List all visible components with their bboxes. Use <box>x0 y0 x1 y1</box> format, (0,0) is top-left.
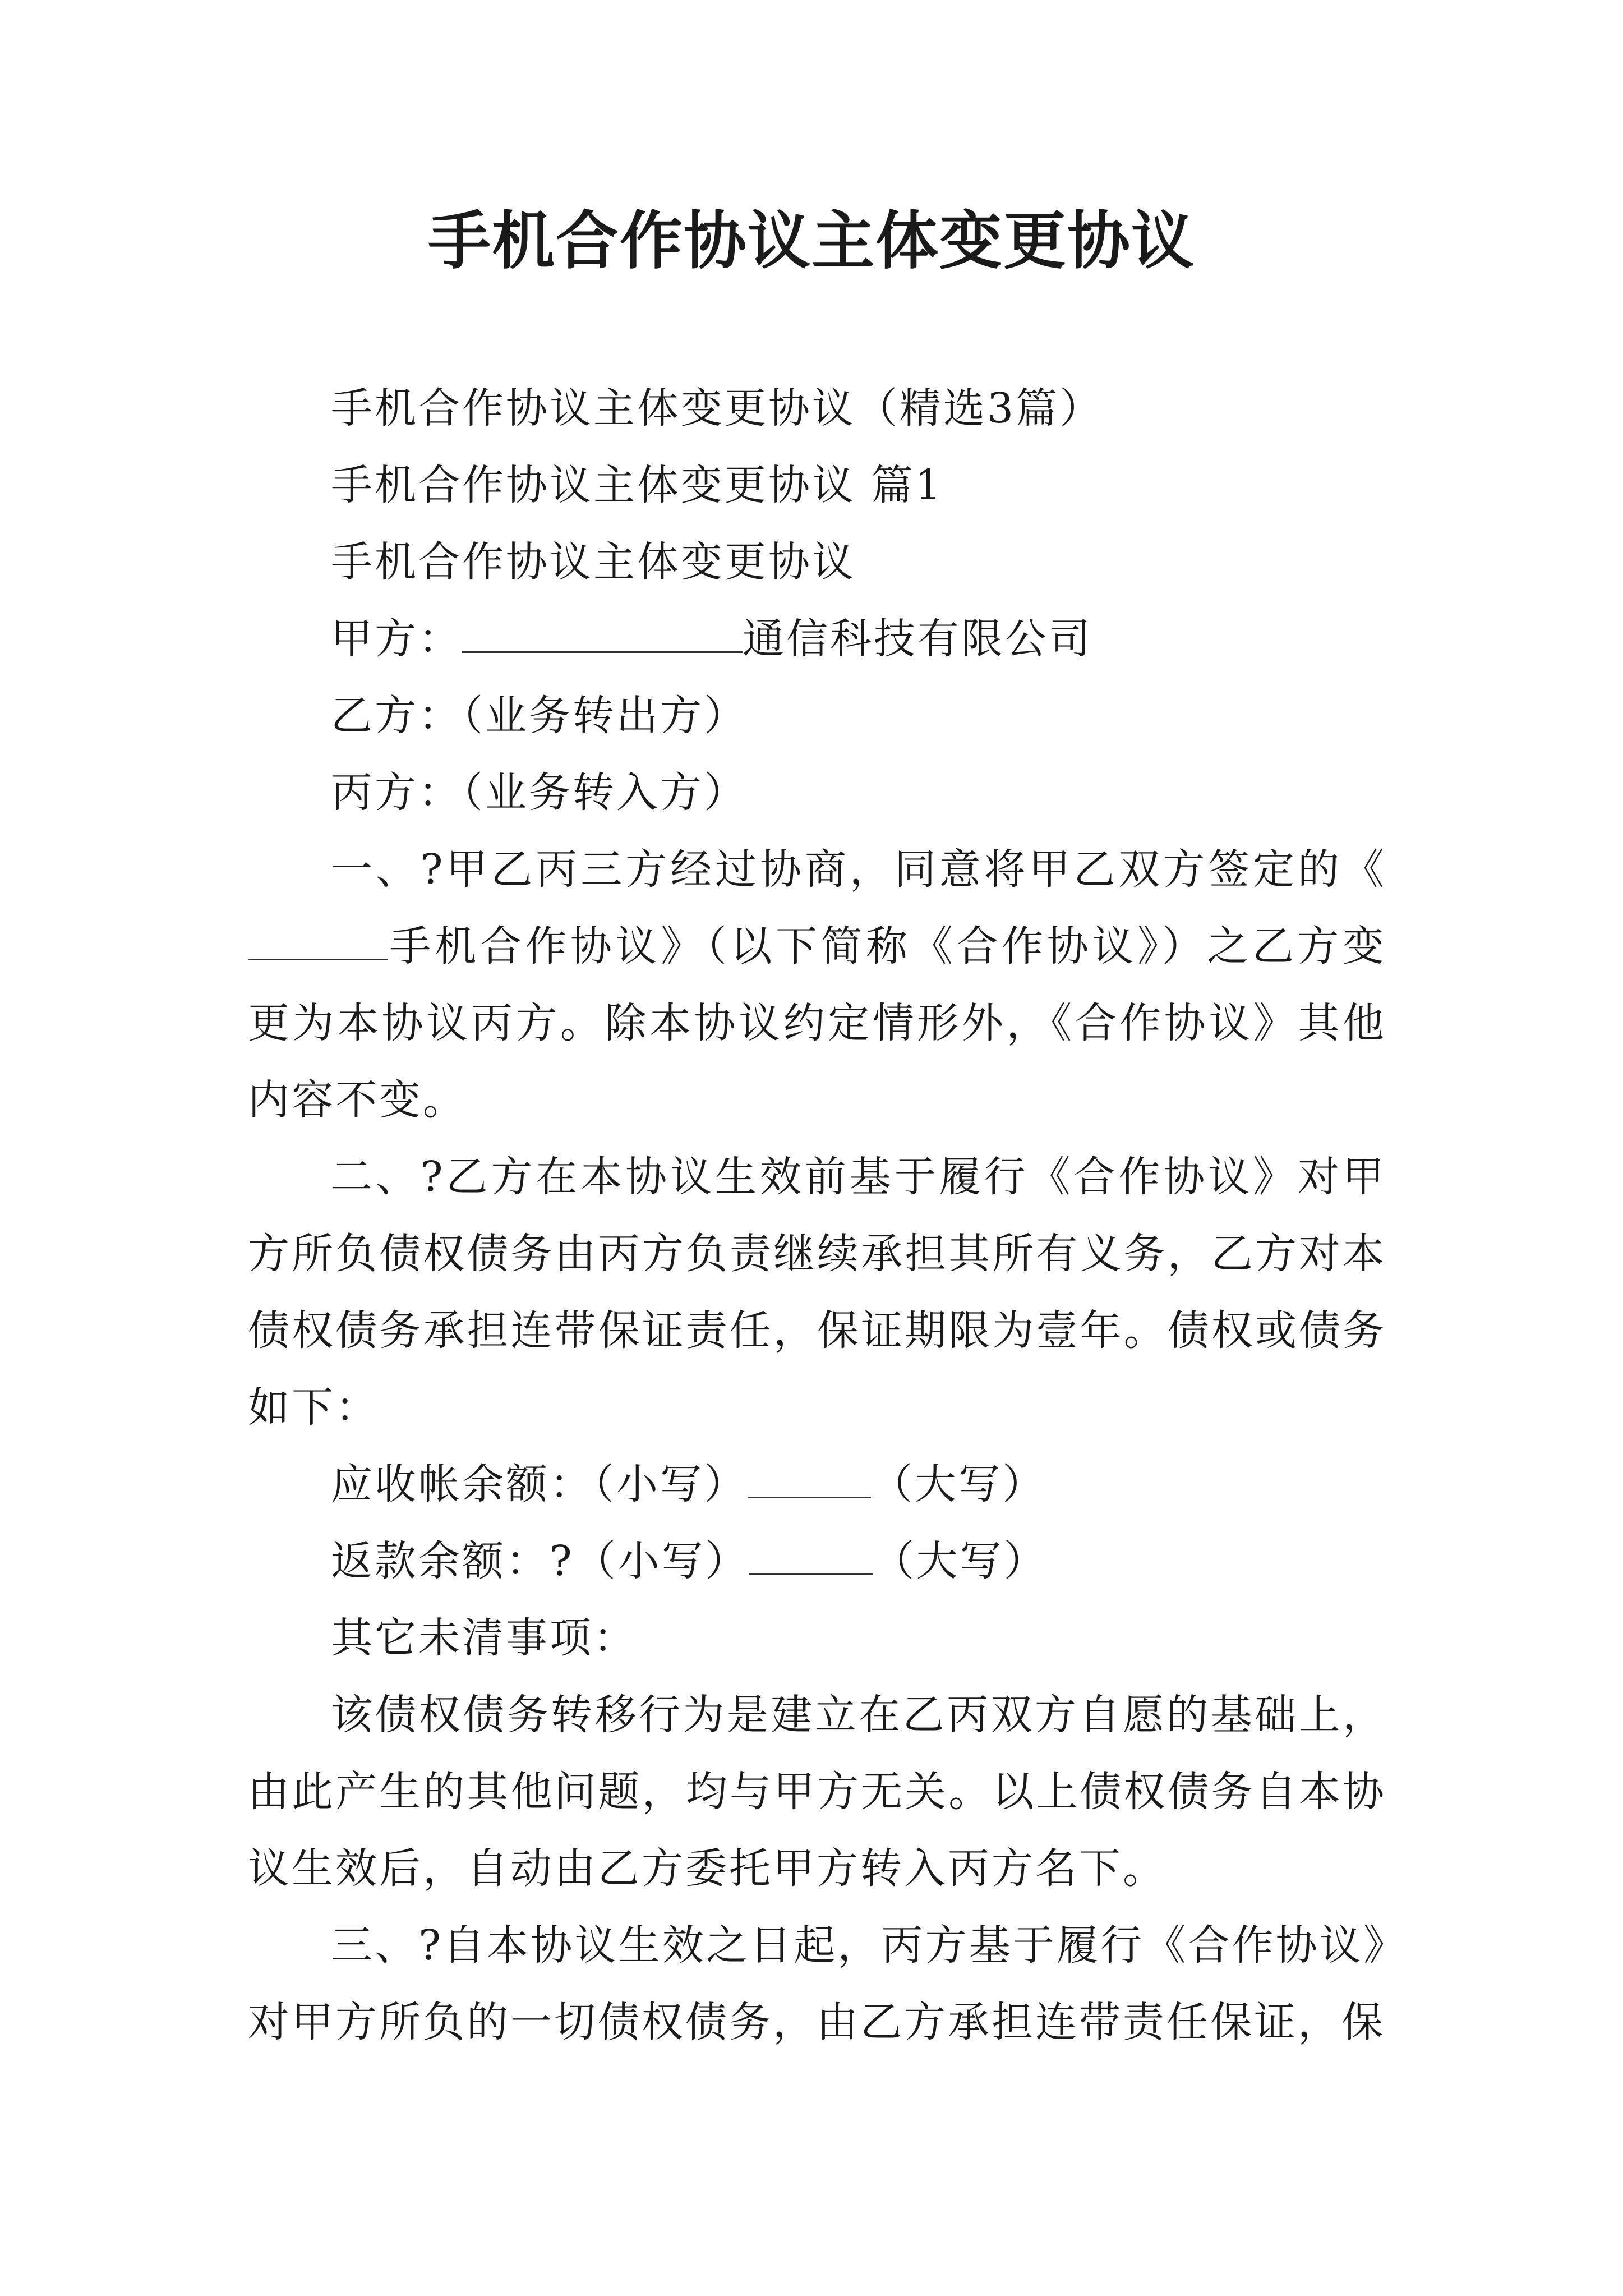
party-a-suffix: 通信科技有限公司 <box>743 615 1092 663</box>
clause-1-blank <box>248 925 388 960</box>
repayment-suffix: （大写） <box>872 1537 1048 1585</box>
agreement-title: 手机合作协议主体变更协议 <box>331 538 856 586</box>
receivable-blank <box>748 1463 871 1498</box>
repayment-line <box>248 1523 1386 1600</box>
clause-1-part1: 一、?甲乙丙三方经过协商，同意将甲乙双方签定的《 <box>331 845 1386 894</box>
clause-1-part2: 手机合作协议》（以下简称《合作协议》）之乙方变更为本协议丙方。除本协议约定情形外，《合作协议》其他内容不变。 <box>248 922 1386 1124</box>
document-body <box>248 370 1386 2061</box>
party-a-label: 甲方： <box>331 615 462 663</box>
receivable-line <box>248 1446 1386 1523</box>
clause-1 <box>248 831 1386 1139</box>
subtitle: 手机合作协议主体变更协议（精选3篇） <box>331 384 1104 432</box>
repayment-blank <box>749 1540 873 1575</box>
receivable-prefix: 应收帐余额：（小写） <box>331 1460 748 1508</box>
party-b-line: 乙方：（业务转出方） <box>331 692 748 740</box>
repayment-prefix: 返款余额：?（小写） <box>331 1537 749 1585</box>
party-a-line <box>248 601 1386 678</box>
clause-3: 三、?自本协议生效之日起，丙方基于履行《合作协议》对甲方所负的一切债权债务，由乙方承担连带责任保证，保 <box>248 1921 1386 2046</box>
transfer-note: 该债权债务转移行为是建立在乙丙双方自愿的基础上，由此产生的其他问题，均与甲方无关。以上债权债务自本协议生效后，自动由乙方委托甲方转入丙方名下。 <box>248 1691 1386 1893</box>
receivable-suffix: （大写） <box>871 1460 1046 1508</box>
chapter-heading: 手机合作协议主体变更协议 篇1 <box>331 461 944 509</box>
clause-2: 二、?乙方在本协议生效前基于履行《合作协议》对甲方所负债权债务由丙方负责继续承担其所有义务，乙方对本债权债务承担连带保证责任，保证期限为壹年。债权或债务如下： <box>248 1153 1386 1432</box>
other-items: 其它未清事项： <box>331 1614 637 1662</box>
party-a-blank <box>462 618 743 653</box>
party-c-line: 丙方：（业务转入方） <box>331 769 748 817</box>
document-title: 手机合作协议主体变更协议 <box>428 205 1195 278</box>
